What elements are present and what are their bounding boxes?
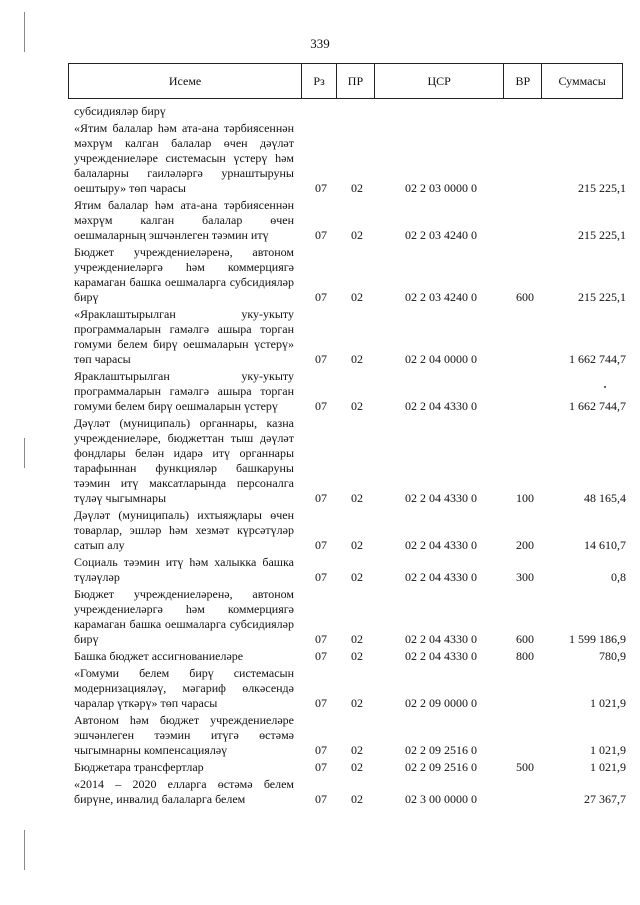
row-sum: 1 662 744,7 xyxy=(569,352,626,366)
row-csr: 02 2 04 4330 0 xyxy=(405,538,477,552)
row-pr: 02 xyxy=(351,570,363,584)
row-sum: 215 225,1 xyxy=(578,228,626,242)
row-pr: 02 xyxy=(351,696,363,710)
margin-rule xyxy=(24,830,25,870)
row-pr: 02 xyxy=(351,352,363,366)
row-csr: 02 2 09 2516 0 xyxy=(405,743,477,757)
row-sum: 215 225,1 xyxy=(578,290,626,304)
table-row xyxy=(68,777,628,807)
row-sum: 1 599 186,9 xyxy=(569,632,626,646)
row-sum: 780,9 xyxy=(599,649,626,663)
table-row xyxy=(68,307,628,367)
row-rz: 07 xyxy=(315,696,327,710)
row-name: Дәүләт (муниципаль) органнары, казна учреждениеләре, бюджеттан тыш дәүләт фондлары белән идарә итү органнары тарафыннан функцияләр башкаруны тәэмин итү максатларында персоналга түләү чыгымнары xyxy=(74,416,294,505)
table-row xyxy=(68,666,628,711)
table-row xyxy=(68,760,628,775)
table-row xyxy=(68,416,628,506)
row-csr: 02 2 09 2516 0 xyxy=(405,760,477,774)
row-name: субсидияләр бирү xyxy=(74,104,166,118)
row-rz: 07 xyxy=(315,792,327,806)
table-body xyxy=(68,104,628,809)
row-name: Яраклаштырылган уку-укыту программаларын гамәлгә ашыра торган гомуми белем бирү оешмаларын үстерү xyxy=(74,369,294,413)
row-pr: 02 xyxy=(351,290,363,304)
table-row xyxy=(68,245,628,305)
row-pr: 02 xyxy=(351,491,363,505)
row-rz: 07 xyxy=(315,649,327,663)
margin-rule xyxy=(24,438,25,468)
row-rz: 07 xyxy=(315,491,327,505)
row-sum: 1 021,9 xyxy=(590,696,626,710)
row-vr: 800 xyxy=(516,649,534,663)
table-row xyxy=(68,587,628,647)
page-number: 339 xyxy=(310,36,330,51)
column-header-csr: ЦСР xyxy=(375,64,505,98)
table-row xyxy=(68,369,628,414)
row-csr: 02 2 04 4330 0 xyxy=(405,649,477,663)
row-name: «Гомуми белем бирү системасын модернизацияләү, мәгариф өлкәсендә чаралар үткәрү» төп чарасы xyxy=(74,666,294,710)
row-name: «Яраклаштырылган уку-укыту программаларын гамәлгә ашыра торган гомуми белем бирү оешмаларын үстерү» төп чарасы xyxy=(74,307,294,366)
row-csr: 02 2 04 0000 0 xyxy=(405,352,477,366)
row-sum: 215 225,1 xyxy=(578,181,626,195)
row-sum: 1 662 744,7 xyxy=(569,399,626,413)
row-name: Бюджет учреждениеләренә, автоном учреждениеләргә һәм коммерциягә карамаган башка оешмаларга субсидияләр бирү xyxy=(74,587,294,646)
row-name: Бюджетара трансфертлар xyxy=(74,760,204,774)
row-csr: 02 2 04 4330 0 xyxy=(405,632,477,646)
row-rz: 07 xyxy=(315,181,327,195)
row-pr: 02 xyxy=(351,743,363,757)
row-name: Ятим балалар һәм ата-ана тәрбиясеннән мәхрүм калган балалар өчен оешмаларның эшчәнлеген тәэмин итү xyxy=(74,198,294,242)
row-sum: 1 021,9 xyxy=(590,743,626,757)
row-pr: 02 xyxy=(351,399,363,413)
row-pr: 02 xyxy=(351,632,363,646)
row-name: Бюджет учреждениеләренә, автоном учреждениеләргә һәм коммерциягә карамаган башка оешмаларга субсидияләр бирү xyxy=(74,245,294,304)
row-sum: 14 610,7 xyxy=(584,538,626,552)
row-rz: 07 xyxy=(315,632,327,646)
row-csr: 02 2 04 4330 0 xyxy=(405,399,477,413)
row-sum: 1 021,9 xyxy=(590,760,626,774)
row-pr: 02 xyxy=(351,181,363,195)
row-name: Башка бюджет ассигнованиеләре xyxy=(74,649,244,663)
row-rz: 07 xyxy=(315,760,327,774)
row-name: Социаль тәэмин итү һәм халыкка башка түләүләр xyxy=(74,555,294,584)
row-rz: 07 xyxy=(315,399,327,413)
row-vr: 600 xyxy=(516,632,534,646)
row-vr: 200 xyxy=(516,538,534,552)
table-header xyxy=(68,63,623,99)
row-name: Дәүләт (муниципаль) ихтыяҗлары өчен товарлар, эшләр һәм хезмәт күрсәтүләр сатып алу xyxy=(74,508,294,552)
row-sum: 27 367,7 xyxy=(584,792,626,806)
row-vr: 300 xyxy=(516,570,534,584)
row-csr: 02 2 04 4330 0 xyxy=(405,570,477,584)
row-csr: 02 2 03 0000 0 xyxy=(405,181,477,195)
row-csr: 02 3 00 0000 0 xyxy=(405,792,477,806)
row-pr: 02 xyxy=(351,538,363,552)
table-row xyxy=(68,104,628,119)
row-pr: 02 xyxy=(351,760,363,774)
row-name: Автоном һәм бюджет учреждениеләре эшчәнлеген тәэмин итүгә өстәмә чыгымнарны компенсацияләү xyxy=(74,713,294,757)
row-rz: 07 xyxy=(315,352,327,366)
row-rz: 07 xyxy=(315,743,327,757)
row-vr: 600 xyxy=(516,290,534,304)
row-vr: 500 xyxy=(516,760,534,774)
row-csr: 02 2 04 4330 0 xyxy=(405,491,477,505)
table-row xyxy=(68,555,628,585)
row-name: «2014 – 2020 елларга өстәмә белем бирүне, инвалид балаларга белем xyxy=(74,777,294,806)
row-pr: 02 xyxy=(351,649,363,663)
row-rz: 07 xyxy=(315,570,327,584)
row-vr: 100 xyxy=(516,491,534,505)
row-pr: 02 xyxy=(351,228,363,242)
row-sum: 0,8 xyxy=(611,570,626,584)
table-row xyxy=(68,713,628,758)
table-row xyxy=(68,198,628,243)
row-pr: 02 xyxy=(351,792,363,806)
row-rz: 07 xyxy=(315,538,327,552)
column-header-pr: ПР xyxy=(337,64,375,98)
row-name: «Ятим балалар һәм ата-ана тәрбиясеннән мәхрүм калган балалар өчен дәүләт учреждениеләре системасын үстерү һәм балаларны гаиләләргә урнаштыруны оештыру» төп чарасы xyxy=(74,121,294,195)
table-row xyxy=(68,121,628,196)
table-row xyxy=(68,508,628,553)
scan-dot xyxy=(604,386,606,388)
column-header-sum: Суммасы xyxy=(558,73,606,88)
row-csr: 02 2 03 4240 0 xyxy=(405,290,477,304)
row-sum: 48 165,4 xyxy=(584,491,626,505)
row-rz: 07 xyxy=(315,290,327,304)
column-header-vr: ВР xyxy=(504,64,542,98)
row-csr: 02 2 09 0000 0 xyxy=(405,696,477,710)
row-rz: 07 xyxy=(315,228,327,242)
column-header-name: Исеме xyxy=(69,64,302,98)
row-csr: 02 2 03 4240 0 xyxy=(405,228,477,242)
table-row xyxy=(68,649,628,664)
column-header-rz: Рз xyxy=(302,64,337,98)
